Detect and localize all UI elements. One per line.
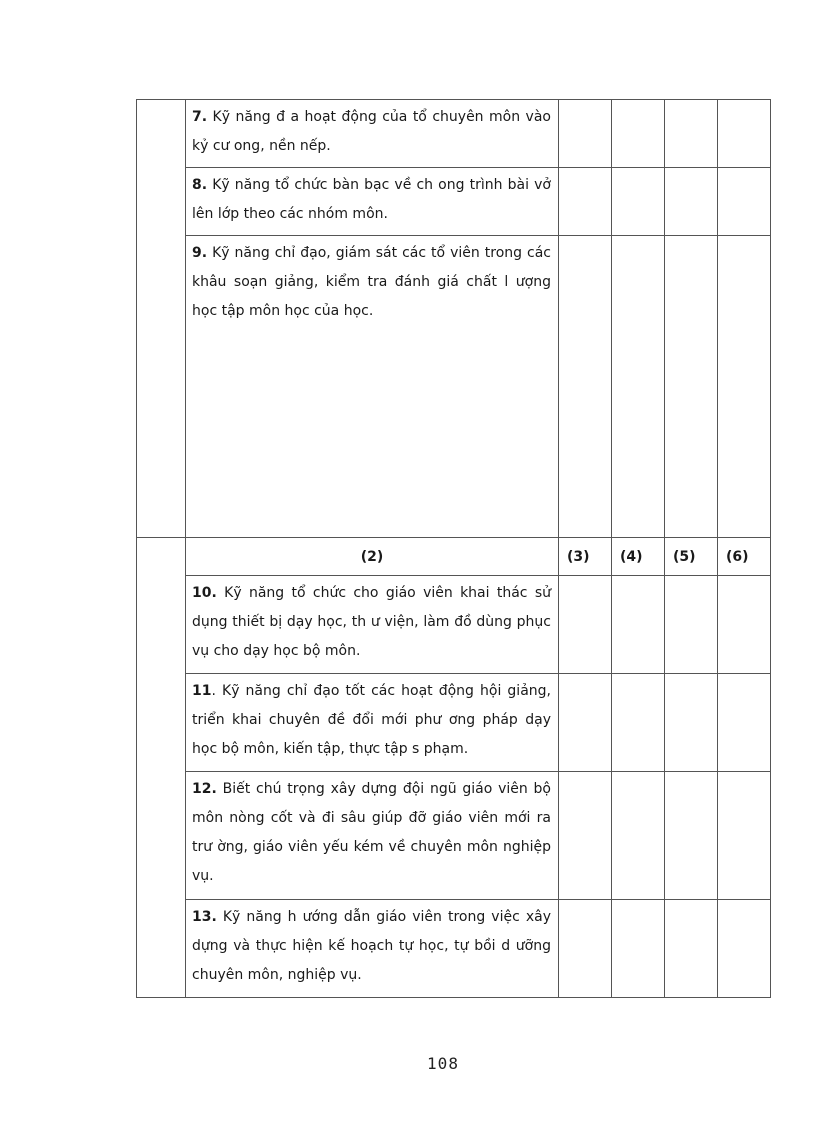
item-text: Kỹ năng đ a hoạt động của tổ chuyên môn vào kỷ cư ong, nền nếp. [192, 109, 551, 154]
rating-cell [665, 100, 718, 168]
table-row [137, 100, 771, 168]
item-number: 10. [192, 585, 217, 601]
rating-cell [665, 236, 718, 538]
item-text: . Kỹ năng chỉ đạo tốt các hoạt động hội giảng, triển khai chuyên đề đổi mới phư ơng pháp dạy học bộ môn, kiến tập, thực tập s phạm. [192, 683, 551, 757]
group-cell [137, 100, 186, 538]
rating-cell [612, 772, 665, 900]
item-number: 13. [192, 909, 217, 925]
table-row [137, 674, 771, 772]
item-cell [186, 576, 559, 674]
item-text: Kỹ năng tổ chức bàn bạc về ch ong trình bài vở lên lớp theo các nhóm môn. [192, 177, 551, 222]
rating-cell [718, 236, 771, 538]
column-header: (3) [559, 538, 612, 576]
rating-cell [718, 674, 771, 772]
column-header: (4) [612, 538, 665, 576]
item-number: 11 [192, 683, 212, 699]
item-cell [186, 168, 559, 236]
column-header: (5) [665, 538, 718, 576]
rating-cell [665, 674, 718, 772]
item-cell [186, 674, 559, 772]
rating-cell [559, 772, 612, 900]
column-header: (6) [718, 538, 771, 576]
rating-cell [559, 674, 612, 772]
rating-cell [559, 168, 612, 236]
item-cell [186, 772, 559, 900]
rating-cell [559, 100, 612, 168]
rating-cell [718, 900, 771, 998]
table-row [137, 900, 771, 998]
rating-cell [612, 576, 665, 674]
table-row [137, 236, 771, 538]
column-header: (2) [186, 538, 559, 576]
item-cell [186, 100, 559, 168]
item-number: 9. [192, 245, 208, 261]
rating-cell [718, 100, 771, 168]
item-number: 8. [192, 177, 208, 193]
item-text: Kỹ năng tổ chức cho giáo viên khai thác sử dụng thiết bị dạy học, th ư viện, làm đồ dùng phục vụ cho dạy học bộ môn. [192, 585, 551, 659]
rating-cell [612, 900, 665, 998]
rating-cell [612, 168, 665, 236]
item-cell [186, 900, 559, 998]
rating-cell [559, 576, 612, 674]
page-number: 108 [427, 1054, 459, 1073]
rating-cell [559, 236, 612, 538]
rating-cell [612, 674, 665, 772]
group-cell [137, 538, 186, 998]
rating-cell [718, 576, 771, 674]
item-number: 12. [192, 781, 217, 797]
item-text: Biết chú trọng xây dựng đội ngũ giáo viên bộ môn nòng cốt và đi sâu giúp đỡ giáo viên mới ra trư ờng, giáo viên yếu kém về chuyên môn nghiệp vụ. [192, 781, 552, 884]
rating-cell [612, 236, 665, 538]
item-number: 7. [192, 109, 208, 125]
survey-table [136, 99, 771, 998]
rating-cell [665, 900, 718, 998]
table-row [137, 168, 771, 236]
rating-cell [559, 900, 612, 998]
column-header-row [137, 538, 771, 576]
rating-cell [665, 168, 718, 236]
item-text: Kỹ năng chỉ đạo, giám sát các tổ viên trong các khâu soạn giảng, kiểm tra đánh giá chất l ượng học tập môn học của học. [192, 245, 552, 319]
item-cell [186, 236, 559, 538]
table-row [137, 576, 771, 674]
rating-cell [718, 772, 771, 900]
item-text: Kỹ năng h ướng dẫn giáo viên trong việc xây dựng và thực hiện kế hoạch tự học, tự bồi d ưỡng chuyên môn, nghiệp vụ. [192, 909, 551, 983]
table-row [137, 772, 771, 900]
rating-cell [612, 100, 665, 168]
rating-cell [665, 772, 718, 900]
rating-cell [665, 576, 718, 674]
rating-cell [718, 168, 771, 236]
